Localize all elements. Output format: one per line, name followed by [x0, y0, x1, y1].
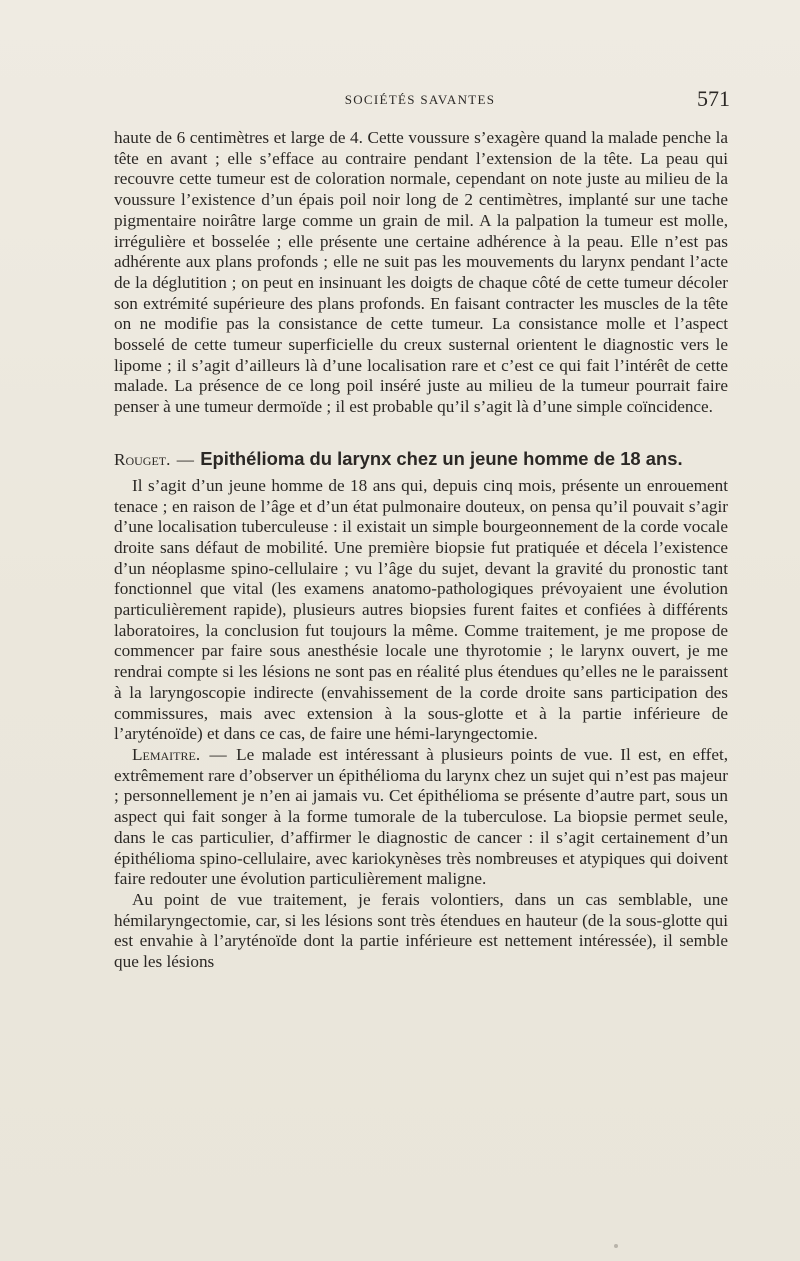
speaker-dash: — — [209, 744, 227, 764]
discussion-text: Le malade est intéressant à plusieurs points de vue. Il est, en effet, extrêmement rare d’observer un épithélioma du larynx chez un sujet qui n’est pas majeur ; personnellement je n’en ai jamais vu. Cet épithélioma se présente d’autre part, sous un aspect qui fait songer à la forme tumorale de la tuberculose. La biopsie permet seule, dans le cas particulier, d’affirmer le diagnostic de cancer : il s’agit certainement d’un épithélioma spino-cellulaire, avec kariokynèses très nombreuses et atypiques qui doivent faire redouter une évolution particulièrement maligne. — [114, 744, 729, 889]
author-name: Rouget. — [114, 449, 171, 469]
body-text — [114, 128, 728, 973]
paragraph-treatment: Au point de vue traitement, je ferais volontiers, dans un cas semblable, une hémilaryngectomie, car, si les lésions sont très étendues en hauteur (de la sous-glotte qui est envahie à l’aryténoïde dont la partie inférieure est nettement intéressée), il semble que les lésions — [114, 889, 728, 972]
paragraph-case-presentation: Il s’agit d’un jeune homme de 18 ans qui, depuis cinq mois, présente un enrouement tenace ; en raison de l’âge et d’un état pulmonaire douteux, on pensa qu’il pouvait s’agir d’une localisation tuberculeuse : il existait un simple bourgeonnement de la corde vocale droite sans défaut de mobilité. Une première biopsie fut pratiquée et décela l’existence d’un néoplasme spino-cellulaire ; vu l’âge du sujet, devant la gravité du pronostic tant fonctionnel que vital (les examens anatomo-pathologiques prévoyaient une évolution particulièrement rapide), plusieurs autres biopsies furent faites et confiées à différents laboratoires, la conclusion fut toujours la même. Comme traitement, je me propose de commencer par faire sous anesthésie locale une thyrotomie ; le larynx ouvert, je me rendrai compte si les lésions ne sont pas en réalité plus étendues qu’elles ne le paraissent à la laryngoscopie indirecte (envahissement de la corde droite sans participation des commissures, mais avec extension à la sous-glotte et à la partie inférieure de l’aryténoïde) et dans ce cas, de faire une hémi-laryngectomie. — [114, 475, 728, 744]
page-number: 571 — [697, 86, 730, 111]
print-speck — [614, 1244, 618, 1248]
running-title: SOCIÉTÉS SAVANTES — [344, 92, 496, 107]
section-title: Epithélioma du larynx chez un jeune homme de 18 ans. — [200, 447, 683, 469]
section-heading — [114, 448, 728, 470]
heading-dash: — — [176, 449, 194, 469]
speaker-name: Lemaitre. — [132, 744, 201, 764]
page-header — [110, 88, 730, 112]
paragraph-lipome-case: haute de 6 centimètres et large de 4. Cette voussure s’exagère quand la malade penche la tête en avant ; elle s’efface au contraire pendant l’extension de la tête. La peau qui recouvre cette tumeur est de coloration normale, cependant on note juste au milieu de la voussure l’existence d’un épais poil noir long de 2 centimètres, implanté sur une tache pigmentaire noirâtre large comme un grain de mil. A la palpation la tumeur est molle, irrégulière et bosselée ; elle présente une certaine adhérence à la peau. Elle n’est pas adhérente aux plans profonds ; elle ne suit pas les mouvements du larynx pendant l’acte de la déglutition ; on peut en insinuant les doigts de chaque côté de cette tumeur décoler son extrémité supérieure des plans profonds. En faisant contracter les muscles de la tête on ne modifie pas la consistance de cette tumeur. La consistance molle et l’aspect bosselé de cette tumeur superficielle du creux susternal orientent le diagnostic vers le lipome ; il s’agit d’ailleurs là d’une localisation rare et c’est ce qui fait l’intérêt de cette malade. La présence de ce long poil inséré juste au milieu de la tumeur pourrait faire penser à une tumeur dermoïde ; il est probable qu’il s’agit là d’une simple coïncidence. — [114, 128, 728, 417]
paragraph-discussion — [114, 745, 728, 890]
